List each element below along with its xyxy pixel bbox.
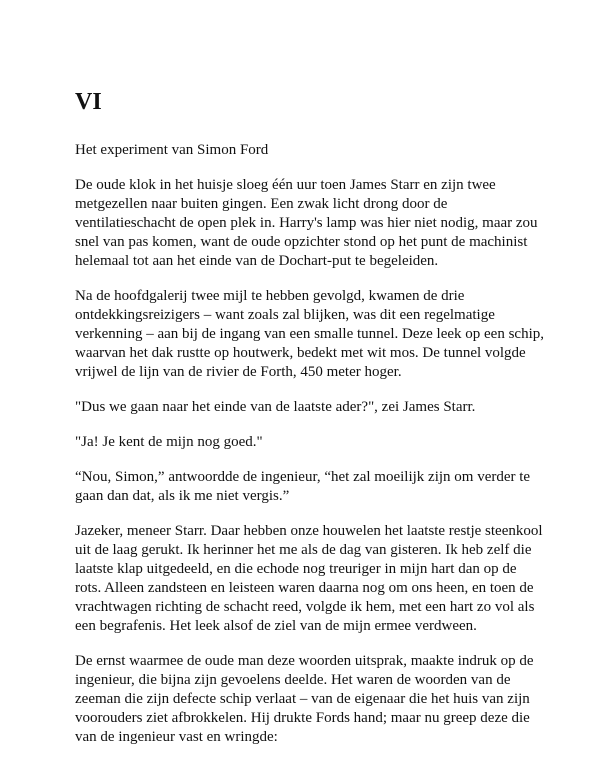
paragraph: “Nou, Simon,” antwoordde de ingenieur, “het zal moeilijk zijn om verder te gaan dan dat, als ik me niet vergis.”: [75, 469, 531, 504]
paragraph: De ernst waarmee de oude man deze woorden uitsprak, maakte indruk op de ingenieur, die bijna zijn gevoelens deelde. Het waren de woorden van de zeeman die zijn defecte schip verlaat – van de eigenaar die het huis van zijn voorouders ziet afbrokkelen. Hij drukte Fords hand; maar nu greep deze die van de ingenieur vast en wringde:: [75, 653, 534, 745]
paragraph: "Dus we gaan naar het einde van de laatste ader?", zei James Starr.: [75, 399, 476, 415]
chapter-number: VI: [75, 89, 102, 115]
chapter-title: Het experiment van Simon Ford: [75, 142, 269, 158]
paragraph: De oude klok in het huisje sloeg één uur toen James Starr en zijn twee metgezellen naar buiten gingen. Een zwak licht drong door de ventilatieschacht de open plek in. Harry's lamp was hier niet nodig, maar zou snel van pas komen, want de oude opzichter stond op het punt de machinist helemaal tot aan het einde van de Dochart-put te begeleiden.: [75, 177, 538, 269]
paragraph: "Ja! Je kent de mijn nog goed.": [75, 434, 263, 450]
document-page: [75, 88, 545, 763]
paragraph: Na de hoofdgalerij twee mijl te hebben gevolgd, kwamen de drie ontdekkingsreizigers – want zoals zal blijken, was dit een regelmatige verkenning – aan bij de ingang van een smalle tunnel. Deze leek op een schip, waarvan het dak rustte op houtwerk, bedekt met wit mos. De tunnel volgde vrijwel de lijn van de rivier de Forth, 450 meter hoger.: [75, 288, 544, 380]
paragraph: Jazeker, meneer Starr. Daar hebben onze houwelen het laatste restje steenkool uit de laag gerukt. Ik herinner het me als de dag van gisteren. Ik heb zelf die laatste klap uitgedeeld, en die echode nog treuriger in mijn hart dan op de rots. Alleen zandsteen en leisteen waren daarna nog om ons heen, en toen de vrachtwagen richting de schacht reed, volgde ik hem, met een hart zo vol als een begrafenis. Het leek alsof de ziel van de mijn ermee verdween.: [75, 523, 543, 634]
